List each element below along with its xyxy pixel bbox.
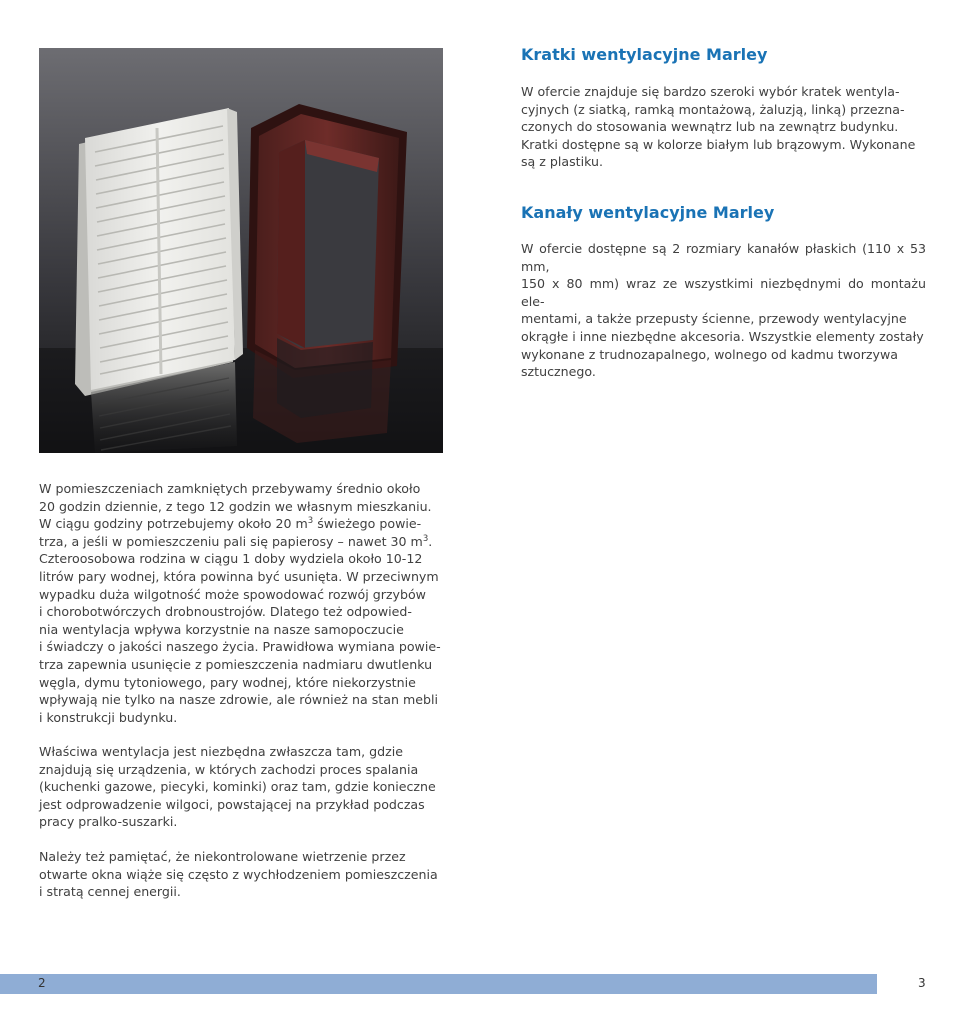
paragraph-intro-part-2: świeżego powie- trza, a jeśli w pomieszczeniu pali się papierosy – nawet 30 m bbox=[39, 516, 423, 549]
heading-kanaly: Kanały wentylacyjne Marley bbox=[521, 203, 775, 222]
paragraph-intro-part-3: . Czteroosobowa rodzina w ciągu 1 doby wydziela około 10-12 litrów pary wodnej, która powinna być usunięta. W przeciwnym wypadku duża wilgotność może spowodować rozwój grzybów i chorobotwórczych drobnoustrojów. Dlatego też odpowied- nia wentylacja wpływa korzystnie na nasze samopoczucie i świadczy o jakości naszego życia. Prawidłowa wymiana powie- trza zapewnia usunięcie z pomieszczenia nadmiaru dwutlenku węgla, dymu tytoniowego, pary wodnej, które niekorzystnie wpływają nie tylko na nasze zdrowie, ale również na stan mebli i konstrukcji budynku. bbox=[39, 533, 441, 725]
heading-kratki: Kratki wentylacyjne Marley bbox=[521, 45, 768, 64]
paragraph-combustion: Właściwa wentylacja jest niezbędna zwłaszcza tam, gdzie znajdują się urządzenia, w których zachodzi proces spalania (kuchenki gazowe, piecyki, kominki) oraz tam, gdzie konieczne jest odprowadzenie wilgoci, powstającej na przykład podczas pracy pralko-suszarki. bbox=[39, 744, 436, 830]
superscript-cubic-2: 3 bbox=[422, 533, 429, 544]
paragraph-airing: Należy też pamiętać, że niekontrolowane wietrzenie przez otwarte okna wiąże się często z wychłodzeniem pomieszczenia i stratą cennej energii. bbox=[39, 849, 438, 900]
paragraph-kratki: W ofercie znajduje się bardzo szeroki wybór kratek wentyla- cyjnych (z siatką, ramką montażową, żaluzją, linką) przezna- czonych do stosowania wewnątrz lub na zewnątrz budynku. Kratki dostępne są w kolorze białym lub brązowym. Wykonane są z plastiku. bbox=[521, 84, 916, 170]
paragraph-intro bbox=[39, 480, 443, 726]
footer-bar bbox=[0, 974, 877, 994]
paragraph-intro-part-1: W pomieszczeniach zamkniętych przebywamy średnio około 20 godzin dziennie, z tego 12 godzin we własnym mieszkaniu. W ciągu godziny potrzebujemy około 20 m bbox=[39, 481, 432, 532]
page-number-right: 3 bbox=[918, 976, 926, 990]
page-number-left: 2 bbox=[38, 976, 46, 990]
paragraph-kanaly: W ofercie dostępne są 2 rozmiary kanałów płaskich (110 x 53 mm, 150 x 80 mm) wraz ze wszystkimi niezbędnymi do montażu ele- mentami, a także przepusty ścienne, przewody wentylacyjne okrągłe i inne niezbędne akcesoria. Wszystkie elementy zostały wykonane z trudnozapalnego, wolnego od kadmu tworzywa sztucznego. bbox=[521, 241, 926, 380]
superscript-cubic-1: 3 bbox=[307, 516, 314, 526]
product-photo bbox=[39, 48, 443, 453]
